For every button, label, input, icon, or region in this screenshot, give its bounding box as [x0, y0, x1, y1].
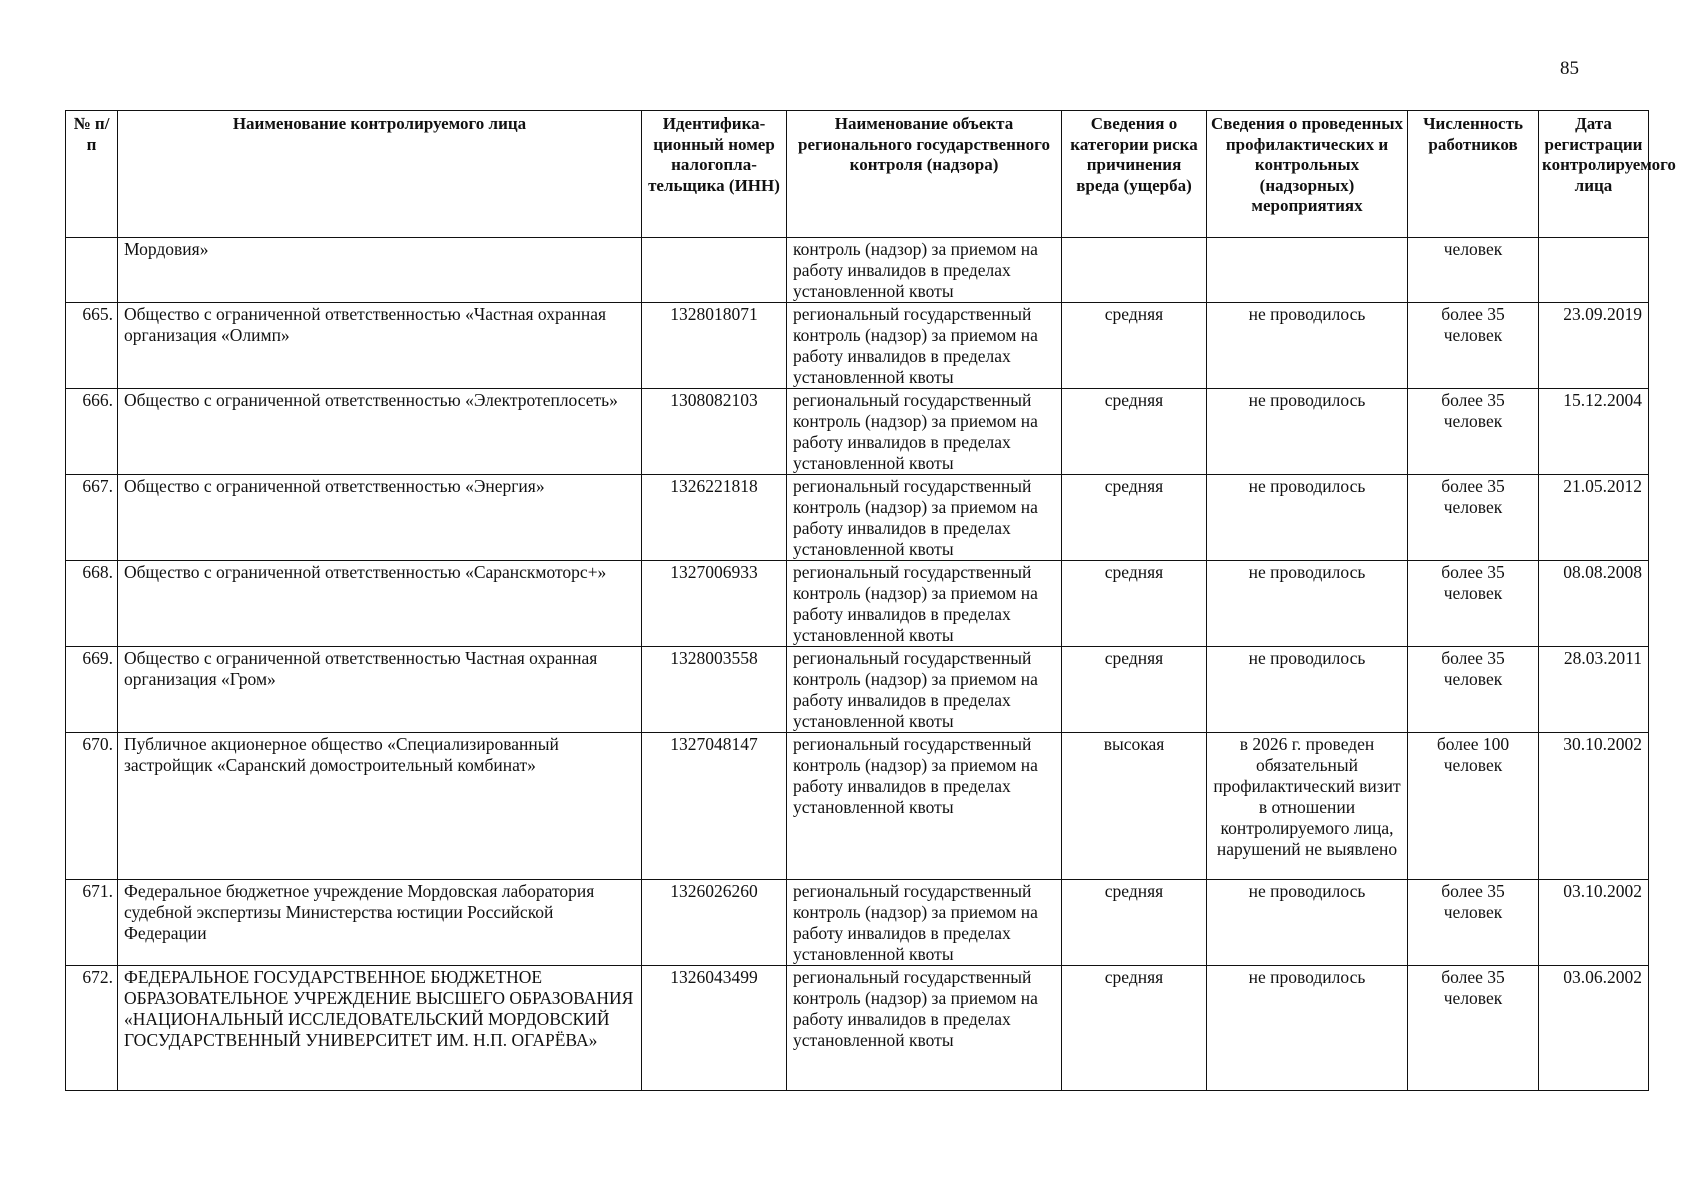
cell-inn: 1327006933 [642, 561, 787, 647]
cell-workers: более 35 человек [1408, 966, 1539, 1091]
col-header-number: № п/п [66, 111, 118, 238]
cell-name: Общество с ограниченной ответственностью Частная охранная организация «Гром» [118, 647, 642, 733]
cell-inn: 1326026260 [642, 880, 787, 966]
table-row [66, 389, 1649, 475]
cell-number: 668. [66, 561, 118, 647]
cell-workers: более 35 человек [1408, 561, 1539, 647]
cell-date: 15.12.2004 [1539, 389, 1649, 475]
page-number: 85 [1560, 58, 1579, 79]
cell-inn: 1326043499 [642, 966, 787, 1091]
cell-risk: средняя [1062, 303, 1207, 389]
cell-events: не проводилось [1207, 647, 1408, 733]
table-row [66, 561, 1649, 647]
cell-object: региональный государственный контроль (надзор) за приемом на работу инвалидов в пределах установленной квоты [787, 966, 1062, 1091]
cell-object: региональный государственный контроль (надзор) за приемом на работу инвалидов в пределах установленной квоты [787, 389, 1062, 475]
cell-date: 23.09.2019 [1539, 303, 1649, 389]
cell-date: 21.05.2012 [1539, 475, 1649, 561]
cell-name: Федеральное бюджетное учреждение Мордовская лаборатория судебной экспертизы Министерства юстиции Российской Федерации [118, 880, 642, 966]
cell-inn: 1327048147 [642, 733, 787, 880]
cell-workers: более 35 человек [1408, 303, 1539, 389]
cell-events: не проводилось [1207, 880, 1408, 966]
cell-risk: высокая [1062, 733, 1207, 880]
cell-name: Общество с ограниченной ответственностью «Саранскмоторс+» [118, 561, 642, 647]
table-row [66, 733, 1649, 880]
cell-number: 667. [66, 475, 118, 561]
cell-inn: 1326221818 [642, 475, 787, 561]
col-header-date: Дата регистрации контролируемого лица [1539, 111, 1649, 238]
col-header-risk: Сведения о категории риска причинения вреда (ущерба) [1062, 111, 1207, 238]
cell-inn: 1308082103 [642, 389, 787, 475]
cell-events: не проводилось [1207, 561, 1408, 647]
cell-number: 665. [66, 303, 118, 389]
cell-object: региональный государственный контроль (надзор) за приемом на работу инвалидов в пределах установленной квоты [787, 561, 1062, 647]
table-row [66, 475, 1649, 561]
col-header-workers: Численность работников [1408, 111, 1539, 238]
cell-events: не проводилось [1207, 389, 1408, 475]
cell-risk: средняя [1062, 475, 1207, 561]
cell-date: 28.03.2011 [1539, 647, 1649, 733]
cell-events: не проводилось [1207, 966, 1408, 1091]
table-row [66, 880, 1649, 966]
cell-risk: средняя [1062, 880, 1207, 966]
cell-events [1207, 238, 1408, 303]
cell-workers: человек [1408, 238, 1539, 303]
cell-workers: более 35 человек [1408, 389, 1539, 475]
cell-number: 669. [66, 647, 118, 733]
cell-risk [1062, 238, 1207, 303]
col-header-inn: Идентифика-ционный номер налогопла-тельщика (ИНН) [642, 111, 787, 238]
cell-name: Общество с ограниченной ответственностью «Частная охранная организация «Олимп» [118, 303, 642, 389]
table-row [66, 966, 1649, 1091]
cell-workers: более 35 человек [1408, 475, 1539, 561]
cell-inn: 1328018071 [642, 303, 787, 389]
cell-name: Общество с ограниченной ответственностью «Энергия» [118, 475, 642, 561]
cell-date: 03.10.2002 [1539, 880, 1649, 966]
cell-object: региональный государственный контроль (надзор) за приемом на работу инвалидов в пределах установленной квоты [787, 733, 1062, 880]
cell-number [66, 238, 118, 303]
cell-events: не проводилось [1207, 475, 1408, 561]
table-row-continuation [66, 238, 1649, 303]
cell-risk: средняя [1062, 389, 1207, 475]
cell-object: региональный государственный контроль (надзор) за приемом на работу инвалидов в пределах установленной квоты [787, 880, 1062, 966]
table-row [66, 647, 1649, 733]
cell-date: 30.10.2002 [1539, 733, 1649, 880]
col-header-object: Наименование объекта регионального государственного контроля (надзора) [787, 111, 1062, 238]
table-row [66, 303, 1649, 389]
cell-inn: 1328003558 [642, 647, 787, 733]
cell-workers: более 35 человек [1408, 647, 1539, 733]
cell-events: в 2026 г. проведен обязательный профилактический визит в отношении контролируемого лица, нарушений не выявлено [1207, 733, 1408, 880]
cell-workers: более 35 человек [1408, 880, 1539, 966]
cell-number: 666. [66, 389, 118, 475]
cell-events: не проводилось [1207, 303, 1408, 389]
cell-object: региональный государственный контроль (надзор) за приемом на работу инвалидов в пределах установленной квоты [787, 475, 1062, 561]
cell-number: 672. [66, 966, 118, 1091]
cell-date [1539, 238, 1649, 303]
cell-object: региональный государственный контроль (надзор) за приемом на работу инвалидов в пределах установленной квоты [787, 303, 1062, 389]
cell-workers: более 100 человек [1408, 733, 1539, 880]
table-header-row [66, 111, 1649, 238]
cell-risk: средняя [1062, 561, 1207, 647]
cell-object: региональный государственный контроль (надзор) за приемом на работу инвалидов в пределах установленной квоты [787, 647, 1062, 733]
registry-table [65, 110, 1676, 1091]
cell-date: 08.08.2008 [1539, 561, 1649, 647]
cell-inn [642, 238, 787, 303]
cell-risk: средняя [1062, 966, 1207, 1091]
cell-name: Публичное акционерное общество «Специализированный застройщик «Саранский домостроительный комбинат» [118, 733, 642, 880]
cell-name: ФЕДЕРАЛЬНОЕ ГОСУДАРСТВЕННОЕ БЮДЖЕТНОЕ ОБРАЗОВАТЕЛЬНОЕ УЧРЕЖДЕНИЕ ВЫСШЕГО ОБРАЗОВАНИЯ «НАЦИОНАЛЬНЫЙ ИССЛЕДОВАТЕЛЬСКИЙ МОРДОВСКИЙ ГОСУДАРСТВЕННЫЙ УНИВЕРСИТЕТ ИМ. Н.П. ОГАРЁВА» [118, 966, 642, 1091]
col-header-events: Сведения о проведенных профилактических и контрольных (надзорных) мероприятиях [1207, 111, 1408, 238]
col-header-name: Наименование контролируемого лица [118, 111, 642, 238]
cell-name: Мордовия» [118, 238, 642, 303]
cell-object: контроль (надзор) за приемом на работу инвалидов в пределах установленной квоты [787, 238, 1062, 303]
cell-number: 670. [66, 733, 118, 880]
cell-number: 671. [66, 880, 118, 966]
cell-name: Общество с ограниченной ответственностью «Электротеплосеть» [118, 389, 642, 475]
cell-risk: средняя [1062, 647, 1207, 733]
cell-date: 03.06.2002 [1539, 966, 1649, 1091]
